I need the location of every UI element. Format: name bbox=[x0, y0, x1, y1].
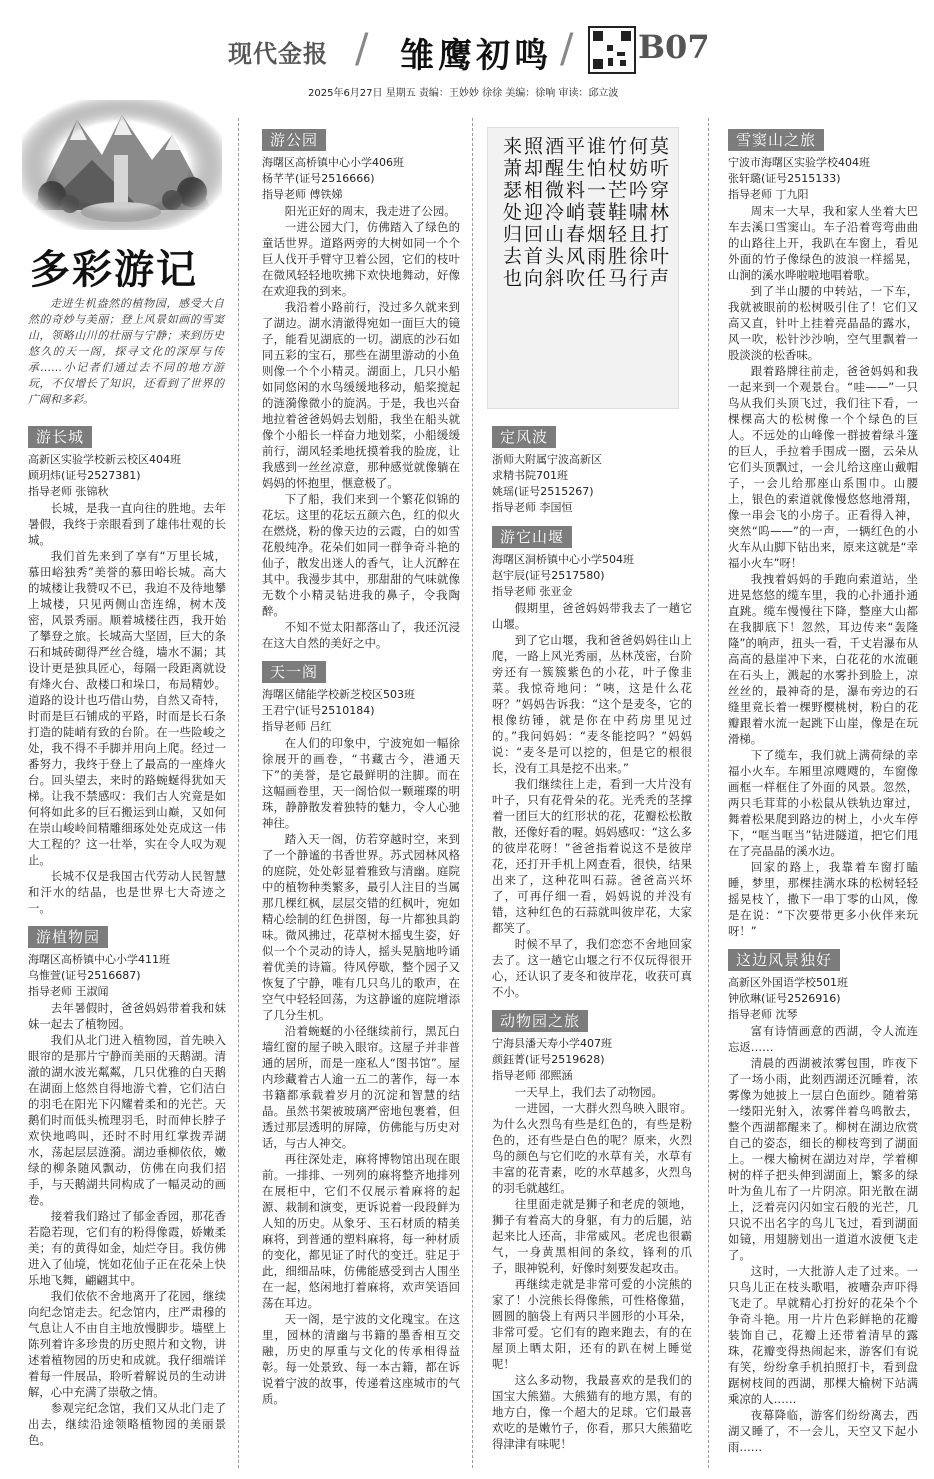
article-teacher: 指导老师 张亚金 bbox=[492, 585, 573, 598]
article-paragraph: 踏入天一阁，仿若穿越时空，来到了一个静谧的书香世界。苏式园林风格的庭院，处处彰显着雅致与清幽。庭院中的植物种类繁多，最引人注目的当属那几棵红枫，层层交错的红枫叶，宛如精心绘制的红色拼图，每一片都独具韵味。微风拂过，花草树木摇曳生姿，好似一个个灵动的诗人，摇头晃脑地吟诵着优美的诗篇。待风停歇，整个园子又恢复了宁静，唯有几只鸟儿的歌声，在空气中轻轻回荡，为这静谧的庭院增添了几分生机。 bbox=[262, 832, 460, 1022]
article-teacher: 指导老师 邵熙涵 bbox=[492, 1069, 573, 1082]
article-school: 海曙区储能学校新芝校区503班 bbox=[262, 688, 415, 701]
article-school: 宁波市海曙区实验学校404班 bbox=[728, 156, 870, 169]
column-1 bbox=[28, 422, 226, 1448]
article-paragraph: 不知不觉太阳都落山了，我还沉浸在这大自然的美好之中。 bbox=[262, 620, 460, 650]
article-paragraph: 假期里，爸爸妈妈带我去了一趟它山堰。 bbox=[492, 601, 692, 631]
article-paragraph: 在人们的印象中，宁波宛如一幅徐徐展开的画卷，“书藏古今，港通天下”的美誉，是它最鲜明的注脚。而在这幅画卷里，天一阁恰似一颗璀璨的明珠，静静散发着独特的魅力，令人心驰神往。 bbox=[262, 736, 460, 830]
article-school: 高新区实验学校新云校区404班 bbox=[28, 453, 181, 466]
article-teacher: 指导老师 丁九阳 bbox=[728, 188, 809, 201]
article-heading: 游长城 bbox=[28, 426, 92, 448]
article-author: 姚瑶(证号2515267) bbox=[492, 485, 594, 498]
column-divider bbox=[238, 118, 239, 1468]
calligraphy-column: 平生料峭春风吹 bbox=[563, 136, 585, 290]
calligraphy-artwork bbox=[487, 127, 679, 409]
article-school-2: 求精书院701班 bbox=[492, 469, 568, 482]
article-author: 乌惟萱(证号2516687) bbox=[28, 969, 141, 982]
article-paragraph: 我们从北门进入植物园，首先映入眼帘的是那片宁静而美丽的天鹅湖。清澈的湖水波光粼粼，几只优雅的白天鹅在湖面上悠然自得地游弋着，它们洁白的羽毛在阳光下闪耀着柔和的光芒。天鹅们时而低头梳理羽毛，时而伸长脖子欢快地鸣叫，还时不时用红掌拨弄湖水，荡起层层涟漪。湖边垂柳依依，嫩绿的柳条随风飘动，仿佛在向我们招手，与天鹅湖共同构成了一幅灵动的画卷。 bbox=[28, 1033, 226, 1207]
article-paragraph: 再往深处走，麻将博物馆出现在眼前。一排排、一列列的麻将整齐地排列在展柜中，它们不仅展示着麻将的起源、栽制和演变，更诉说着一段段鲜为人知的历史。从象牙、玉石材质的精美麻将，到普通的塑料麻将，每一种材质的变化，都见证了时代的变迁。驻足于此，细细品味，仿佛能感受到古人围坐在一起，悠闲地打着麻将，欢声笑语回荡在耳边。 bbox=[262, 1152, 460, 1310]
calligraphy-column: 照却相迎回首向 bbox=[521, 136, 543, 290]
column-2 bbox=[262, 125, 460, 1407]
calligraphy-column: 竹杖芒鞋轻胜马 bbox=[605, 136, 627, 290]
article-author: 杨芊芊(证号2516666) bbox=[262, 172, 375, 185]
feature-intro: 走进生机盎然的植物园，感受大自然的奇妙与美丽；登上风景如画的雪窦山，领略山川的壮丽与宁静；来到历史悠久的天一阁，探寻文化的深厚与传承……小记者们通过去不同的地方游玩，不仅增长了知识，还看到了世界的广阔和多彩。 bbox=[28, 297, 224, 406]
calligraphy-column: 谁怕一蓑烟雨任 bbox=[584, 136, 606, 290]
article-paragraph: 下了缆车，我们就上满荷绿的幸福小火车。车厢里凉飕飕的，车窗像画框一样框住了外面的风景。忽然，两只毛茸茸的小松鼠从铁轨边窜过，舞着松果爬到路边的树上，小火车停下，“哐当哐当”钻进隧道，把它们甩在了亮晶晶的溪水边。 bbox=[728, 748, 918, 858]
article-heading: 雪窦山之旅 bbox=[728, 129, 824, 151]
article-paragraph: 下了船，我们来到一个繁花似锦的花坛。这里的花坛五颜六色，红的似火在燃烧，粉的像天边的云霞，白的如雪花般纯净。花朵们如同一群争奇斗艳的仙子，散发出迷人的香气，让人沉醉在其中。我漫步其中，那甜甜的气味就像无数个小精灵钻进我的鼻子，令我陶醉。 bbox=[262, 492, 460, 618]
article-paragraph: 一天早上，我们去了动物园。 bbox=[514, 1085, 663, 1099]
mountain-waterfall-illustration bbox=[22, 100, 222, 230]
article-author: 颜鈺菁(证号2519628) bbox=[492, 1053, 605, 1066]
article-paragraph: 跟着路牌往前走，爸爸妈妈和我一起来到一个观景台。“哇——”一只鸟从我们头顶飞过，我们往下看，一棵棵高大的松树像一个个绿色的巨人。不远处的山峰像一群披着绿斗篷的巨人，手拉着手围成一圈，云朵从它们头顶飘过，一会儿给这座山戴帽子，一会儿给那座山系围巾。山腰上，银色的索道就像慢悠悠地滑翔，像一串会飞的小房子。正看得入神，突然“呜——”的一声，一辆红色的小火车从山脚下钻出来，原来这就是“幸福小火车”呀！ bbox=[728, 364, 918, 570]
article-teacher: 指导老师 李国恒 bbox=[492, 501, 573, 514]
article-paragraph: 再继续走就是非常可爱的小浣熊的家了！小浣熊长得像熊，可性格像猫，圆圆的脑袋上有两只半圆形的小耳朵，非常可爱。它们有的跑来跑去，有的在屋顶上晒太阳，还有的趴在树上睡觉呢！ bbox=[492, 1277, 692, 1371]
section-title: 雏鹰初鸣 bbox=[400, 36, 552, 76]
article-paragraph: 我们首先来到了享有“万里长城，慕田峪独秀”美誉的慕田峪长城。高大的城楼让我赞叹不已，我迫不及待地攀上城楼，只见两侧山峦连绵，树木茂密，风景秀丽。顺着城楼往西，我开始了攀登之旅。长城高大坚固，巨大的条石和城砖砌得严丝合缝，墙水不漏；其设计更是独具匠心，每隔一段距离就设有烽火台、敌楼口和垛口，布局精妙。道路的设计也巧借山势，自然又奇特，时而是巨石铺成的平路，时而是长石条打造的陡峭有致的台阶。在一些险峻之处，我不得不手脚并用向上爬。经过一番努力，我终于登上了最高的一座烽火台。回头望去，来时的路蜿蜒得犹如天梯。让我不禁感叹：我们古人究竟是如何将如此多的巨石搬运到山巅，又如何在崇山峻岭间精雕细琢处处克成这一伟大工程的？这一壮举，实在令人叹为观止。 bbox=[28, 549, 226, 867]
article-author: 顾玥炜(证号2527381) bbox=[28, 469, 141, 482]
article-author: 赵宇辰(证号2517580) bbox=[492, 569, 605, 582]
article-paragraph: 参观完纪念馆，我们又从北门走了出去，继续沿途领略植物园的美丽景色。 bbox=[28, 1401, 226, 1447]
article-paragraph: 长城，是我一直向往的胜地。去年暑假，我终于亲眼看到了雄伟壮观的长城。 bbox=[28, 501, 226, 547]
divider-slash: / bbox=[355, 26, 369, 72]
masthead bbox=[0, 0, 934, 99]
article-paragraph: 这时，一大批游人走了过来。一只鸟儿正在枝头歌唱，被嘈杂声吓得飞走了。早就精心打扮好的花朵个个争奇斗艳。用一片片色彩鲜艳的花瓣装饰自己，花瓣上还带着清早的露珠，花瓣变得热闹起来，游客们有说有笑，纷纷拿手机拍照打卡，看到盘踞树枝间的西湖，那棵大榆树下站满乘凉的人…… bbox=[728, 1264, 918, 1406]
article-heading: 游它山堰 bbox=[492, 526, 572, 548]
article-paragraph: 长城不仅是我国古代劳动人民智慧和汗水的结晶，也是世界七大奇迹之一。 bbox=[28, 869, 226, 915]
article-paragraph: 回家的路上，我靠着车窗打瞌睡，梦里，那棵挂满水珠的松树轻轻摇晃枝丫，撒下一串丁零的山风，像是在说：“下次要带更多小伙伴来玩呀！” bbox=[728, 860, 918, 938]
article-school: 宁海县潘天寿小学407班 bbox=[492, 1037, 612, 1050]
article-paragraph: 沿着蜿蜒的小径继续前行，黑瓦白墙红窗的屋子映入眼帘。这屋子并非普通的居所，而是一座私人“图书馆”。屋内珍藏着古人逾一五二的著作，每一本书籍都承载着岁月的沉淀和智慧的结晶。虽然书架被玻璃严密地包裹着，但透过那层透明的屏障，仿佛能与历史对话，与古人神交。 bbox=[262, 1024, 460, 1150]
article-teacher: 指导老师 吕红 bbox=[262, 720, 332, 733]
article-paragraph: 一进园，一大群火烈鸟映入眼帘。为什么火烈鸟有些是红色的，有些是粉色的，还有些是白色的呢？原来，火烈鸟的颜色与它们吃的水草有关，水草有丰富的花青素，吃的水草越多，火烈鸟的羽毛就越红。 bbox=[492, 1101, 692, 1195]
feature-title: 多彩游记 bbox=[30, 246, 198, 293]
column-4 bbox=[728, 125, 918, 1455]
article-paragraph: 富有诗情画意的西湖，令人流连忘返…… bbox=[728, 1024, 918, 1054]
article-paragraph: 往里面走就是狮子和老虎的领地，狮子有着高大的身躯，有力的后腿，站起来比人还高，非常威风。老虎也很霸气，一身黄黑相间的条纹，锋利的爪子，眼神锐利，好像时刻要发起攻击。 bbox=[492, 1197, 692, 1275]
article-author: 钟欣琳(证号2526916) bbox=[728, 992, 841, 1005]
page-number: B07 bbox=[638, 28, 710, 66]
calligraphy-column: 莫听穿林打叶声 bbox=[647, 136, 669, 290]
calligraphy-column: 酒醒微冷山头斜 bbox=[542, 136, 564, 290]
article-teacher: 指导老师 张锦秋 bbox=[28, 485, 109, 498]
article-paragraph: 到了半山腰的中转站，一下车，我就被眼前的松树吸引住了！它们又高又直，针叶上挂着亮晶晶的露水，风一吹，松针沙沙响，空气里飘着一股淡淡的松香味。 bbox=[728, 284, 918, 362]
article-school: 海曙区高桥镇中心小学411班 bbox=[28, 953, 170, 966]
calligraphy-column: 来萧瑟处归去也 bbox=[500, 136, 522, 290]
article-heading: 天一阁 bbox=[262, 661, 326, 683]
article-heading: 定风波 bbox=[492, 426, 556, 448]
article-paragraph: 我拽着妈妈的手跑向索道站，坐进晃悠悠的缆车里，我的心扑通扑通直跳。缆车慢慢往下降，整座大山都在我脚底下！忽然，耳边传来“轰隆隆”的响声，扭头一看，千丈岩瀑布从高高的悬崖冲下来，白花花的水流砸在石头上，溅起的水雾扑到脸上，凉丝丝的，最神奇的是，瀑布旁边的石缝里竟长着一棵野樱桃树，粉白的花瓣跟着水流一起跳下山崖，像是在玩滑梯。 bbox=[728, 572, 918, 746]
column-3 bbox=[492, 422, 692, 1452]
article-paragraph: 阳光正好的周末，我走进了公园。 bbox=[284, 204, 456, 218]
divider-slash: / bbox=[560, 26, 574, 72]
calligraphy-column: 何妨吟啸且徐行 bbox=[626, 136, 648, 290]
article-paragraph: 这么多动物，我最喜欢的是我们的国宝大熊猫。大熊猫有的地方黑，有的地方白，像一个超大的足球。它们最喜欢吃的是嫩竹子，你看，那只大熊猫吃得津津有味呢！ bbox=[492, 1373, 692, 1451]
article-teacher: 指导老师 王淑闻 bbox=[28, 985, 109, 998]
column-divider bbox=[708, 118, 709, 1468]
article-heading: 动物园之旅 bbox=[492, 1010, 588, 1032]
article-paragraph: 到了它山堰，我和爸爸妈妈往山上爬，一路上风光秀丽，丛林茂密，台阶旁还有一簇簇紫色的小花，叶子像韭菜。我惊奇地问：“咦，这是什么花呀？”妈妈告诉我：“这个是麦冬，它的根像纺锤，就是你在中药房里见过的。”我问妈妈：“麦冬能挖吗？”妈妈说：“麦冬是可以挖的，但是它的根很长，没有工具是挖不出来。” bbox=[492, 633, 692, 775]
article-teacher: 指导老师 沈琴 bbox=[728, 1008, 798, 1021]
article-paragraph: 去年暑假时，爸爸妈妈带着我和妹妹一起去了植物园。 bbox=[28, 1001, 226, 1031]
article-paragraph: 周末一大早，我和家人坐着大巴车去溪口雪窦山。车子沿着弯弯曲曲的山路往上开，我趴在车窗上，看见外面的竹子像绿色的波浪一样摇晃，山涧的溪水哗啦啦地唱着歌。 bbox=[728, 204, 918, 282]
article-school: 海曙区洞桥镇中心小学504班 bbox=[492, 553, 634, 566]
article-teacher: 指导老师 傅铁娣 bbox=[262, 188, 343, 201]
article-author: 张轩璐(证号2515133) bbox=[728, 172, 841, 185]
article-paragraph: 我们依依不舍地离开了花园，继续向纪念馆走去。纪念馆内，庄严肃穆的气息让人不由自主地放慢脚步。墙壁上陈列着许多珍贵的历史照片和文物，讲述着植物园的历史和成就。我仔细端详着每一件展品，聆听着解说员的生动讲解，心中充满了崇敬之情。 bbox=[28, 1289, 226, 1399]
article-paragraph: 一进公园大门，仿佛踏入了绿色的童话世界。道路两旁的大树如同一个个巨人伐开手臂守卫着公园，它们的枝叶在微风轻轻地吹拂下欢快地舞动，好像在欢迎我的到来。 bbox=[262, 220, 460, 298]
qr-code-icon[interactable] bbox=[588, 26, 636, 74]
newspaper-brand: 现代金报 bbox=[228, 40, 328, 68]
article-school: 高新区外国语学校501班 bbox=[728, 976, 848, 989]
article-paragraph: 我们继续往上走，看到一大片没有叶子，只有花骨朵的花。光秃秃的茎撑着一团巨大的红形状的花，花瓣松松散散，还像好看的喔。妈妈感叹：“这么多的彼岸花呀！”爸爸指着说这不是彼岸花，还打开手机上网查看，很快，结果出来了，这种花叫石蒜。爸爸高兴坏了，可再仔细一看，妈妈说的并没有错，这种红色的石蒜就叫彼岸花，大家都笑了。 bbox=[492, 777, 692, 935]
article-paragraph: 我沿着小路前行，没过多久就来到了湖边。湖水清澈得宛如一面巨大的镜子，能看见湖底的一切。湖底的沙石如同五彩的宝石，那些在湖里游动的小鱼则像一个个小精灵。湖面上，几只小船如同悠闲的水鸟缓缓地移动，船桨搅起的涟漪像微小的旋涡。于是，我也兴奋地拉着爸爸妈妈去划船，我坐在船头就像个小船长一样奋力地划桨，小船缓缓前行，湖风轻柔地抚摸着我的脸庞，让我感到一丝丝凉意，那种感觉就像躺在妈妈的怀抱里，惬意极了。 bbox=[262, 300, 460, 490]
article-school: 海曙区高桥镇中心小学406班 bbox=[262, 156, 404, 169]
article-paragraph: 清晨的西湖被浓雾包围，昨夜下了一场小雨，此刻西湖还沉睡着，浓雾像为她披上一层白色面纱。随着第一缕阳光射入，浓雾伴着鸟鸣散去，整个西湖都醒来了。柳树在湖边欣赏自己的姿态，细长的柳枝弯到了湖面上。一棵大榆树在湖边对岸，学着柳树的样子把头伸到湖面上，繁多的绿叶为鱼儿布了一片阴凉。阳光散在湖上，泛着亮闪闪如宝石般的光芒，几只说不出名字的鸟儿飞过，看到湖面如镜，用翅膀划出一道道水波便飞走了。 bbox=[728, 1056, 918, 1262]
dateline: 2025年6月27日 星期五 责编：王妙妙 徐徐 美编：徐响 审读：邱立波 bbox=[308, 88, 619, 99]
article-heading: 游公园 bbox=[262, 129, 326, 151]
article-school: 浙师大附属宁波高新区 bbox=[492, 453, 602, 466]
article-paragraph: 接着我们路过了郁金香园，那花香若隐若现，它们有的粉得像霞，娇嫩柔美；有的黄得如金，灿烂夺目。我仿佛进入了仙境，恍如花仙子正在花朵上快乐地飞舞，翩翩其中。 bbox=[28, 1209, 226, 1287]
column-divider bbox=[472, 118, 473, 1468]
article-heading: 这边风景独好 bbox=[728, 949, 840, 971]
article-paragraph: 夜幕降临，游客们纷纷离去，西湖又睡了，不一会儿，天空又下起小雨…… bbox=[728, 1408, 918, 1454]
article-paragraph: 天一阁，是宁波的文化瑰宝。在这里，园林的清幽与书籍的墨香相互交融，历史的厚重与文化的传承相得益彰。每一处景致、每一本古籍，都在诉说着宁波的故事，传递着这座城市的气质。 bbox=[262, 1312, 460, 1406]
article-heading: 游植物园 bbox=[28, 926, 108, 948]
article-paragraph: 时候不早了，我们恋恋不舍地回家去了。这一趟它山堰之行不仅玩得很开心，还认识了麦冬和彼岸花，收获可真不小。 bbox=[492, 937, 692, 999]
article-author: 王君宁(证号2510184) bbox=[262, 704, 375, 717]
